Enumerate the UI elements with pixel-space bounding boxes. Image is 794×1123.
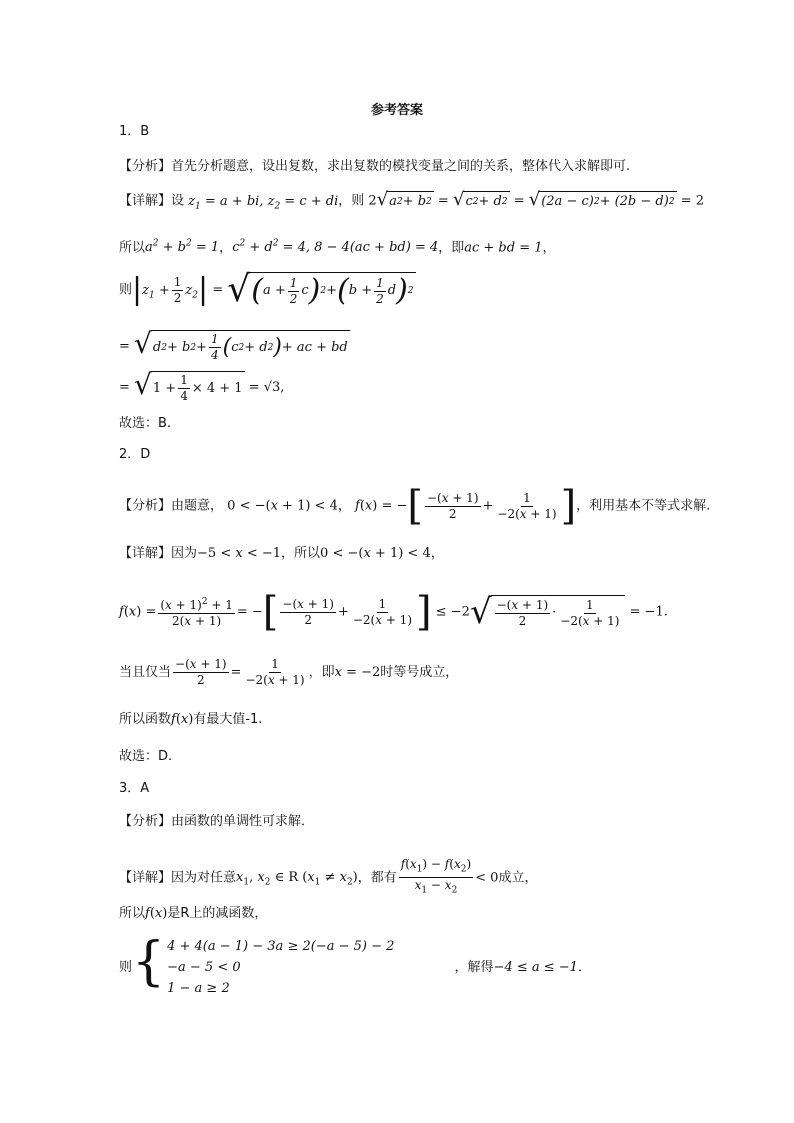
formula: $z_1 = a$ + bi, $z_2 = c$ + di <box>188 193 339 212</box>
analysis-text: 首先分析题意，设出复数，求出复数的模找变量之间的关系，整体代入求解即可. <box>171 159 631 174</box>
q1-answer: 1．B <box>119 124 150 139</box>
q3-detail: 【详解】因为对任意$x_1$, $x_2$ ∈ R $(x_1 \ne x_2)$，都有 $\frac{f(x_1) - f(x_2)}{x_1 - x_2}$ < 0成立， <box>119 857 538 896</box>
q2-formula: f(x) = $\frac{(x + 1)^2 + 1}{2(x + 1)}$ = −[ $\frac{-(x + 1)}{2}$ + $\frac{1}{-2(x + 1)}$ ] ≤ −2 √ $\frac{-(x + 1)}{2}$ · $\frac{1}{-2(x + 1)}$ = −1. <box>119 589 668 635</box>
detail-tag: 【详解】 <box>119 546 172 561</box>
q1-formula-2: = √ d 2 + b 2 + $\frac{1}{4}$ ( c 2 + d 2 ) + ac + bd <box>119 327 348 362</box>
q1-step: 所以$a^2 + b^2 = 1$，$c^2 + d^2 = 4$, 8 − 4(ac + bd) = 4，即ac + bd = 1， <box>119 239 556 256</box>
q3-analysis: 【分析】由函数的单调性可求解． <box>119 814 315 829</box>
detail-tag: 【详解】 <box>119 193 172 209</box>
q1-formula-3: = √ 1 + $\frac{1}{4}$ × 4 + 1 = √3, <box>119 368 285 403</box>
analysis-tag: 【分析】 <box>119 159 172 174</box>
q1-formula-1: 则$|z_1$ + $\frac{1}{2}$ $z_2|$ = √ ( a + $\frac{1}{2}$ c ) 2 + ( b + $\frac{1}{2}$ d ) 2 <box>119 269 414 310</box>
q3-system: 则 { 4 + 4(a − 1) − 3a ≥ 2(−a − 5) − 2 −a − 5 < 0 1 − a ≥ 2 ，解得−4 ≤ a ≤ −1． <box>119 932 591 996</box>
q2-max: 所以函数f(x)有最大值-1. <box>119 712 263 727</box>
analysis-tag: 【分析】 <box>119 498 172 514</box>
page-title: 参考答案 <box>370 103 423 118</box>
q1-conclusion: 故选：B. <box>119 416 172 431</box>
q1-analysis <box>119 158 630 176</box>
q3-decreasing: 所以f(x)是R上的减函数， <box>119 906 268 921</box>
q1-detail: 【详解】设 $z_1 = a$ + bi, $z_2 = c$ + di，则 2 √ a 2 + b 2 = √ c 2 + d 2 = √ (2a − c) 2 + (2b − d) 2 = 2 <box>119 189 704 212</box>
q2-analysis: 【分析】由题意， 0 < −(x + 1) < 4， f(x) = −[ $\frac{-(x + 1)}{2}$ + $\frac{1}{-2(x + 1)}$ ]，利用基本不等式求解. <box>119 483 711 529</box>
detail-tag: 【详解】 <box>119 870 172 886</box>
q2-detail: 【详解】因为−5 < x < −1，所以0 < −(x + 1) < 4， <box>119 546 444 561</box>
analysis-tag: 【分析】 <box>119 814 172 829</box>
q2-equality: 当且仅当 $\frac{-(x + 1)}{2}$ = $\frac{1}{-2(x + 1)}$ ，即x = −2时等号成立， <box>119 657 459 687</box>
q2-answer: 2．D <box>119 447 151 462</box>
q2-conclusion: 故选：D. <box>119 749 173 764</box>
q3-answer: 3．A <box>119 781 150 796</box>
